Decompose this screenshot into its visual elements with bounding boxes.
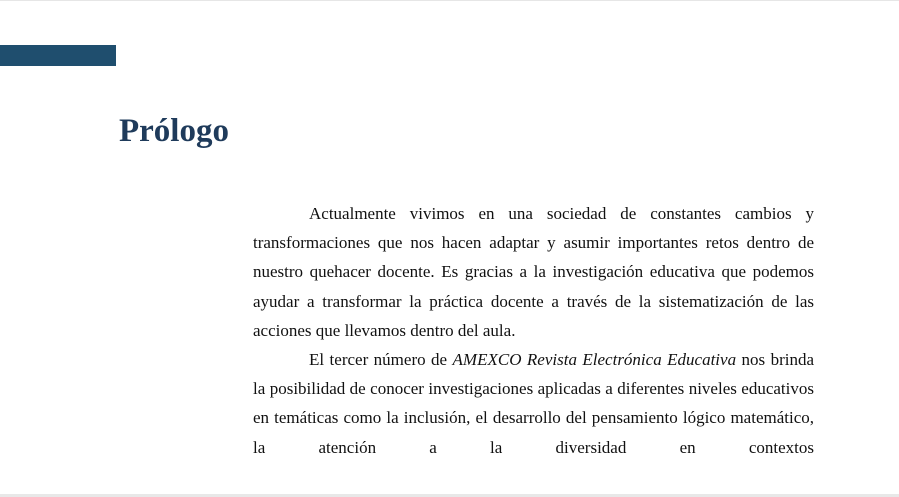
accent-bar: [0, 45, 116, 66]
page-top-edge: [0, 0, 899, 1]
page-title: Prólogo: [119, 113, 229, 149]
paragraph-2-rest: nos brinda la posibilidad de conocer investigaciones aplicadas a diferentes niveles educativos en temáticas como la inclusión, el desarrollo del pensamiento lógico matemático, la atención a la diversidad en contextos: [253, 350, 815, 457]
journal-name: AMEXCO Revista Electrónica Educativa: [452, 350, 737, 370]
paragraph-1: Actualmente vivimos en una sociedad de constantes cambios y transformaciones que nos hacen adaptar y asumir importantes retos dentro de nuestro quehacer docente. Es gracias a la investigación educativa que podemos ayudar a transformar la práctica docente a través de la sistematización de las acciones que llevamos dentro del aula.: [253, 204, 814, 340]
paragraph-2: [253, 345, 814, 462]
paragraph-2-lead: El tercer número de: [309, 350, 453, 370]
document-body: [253, 199, 814, 462]
